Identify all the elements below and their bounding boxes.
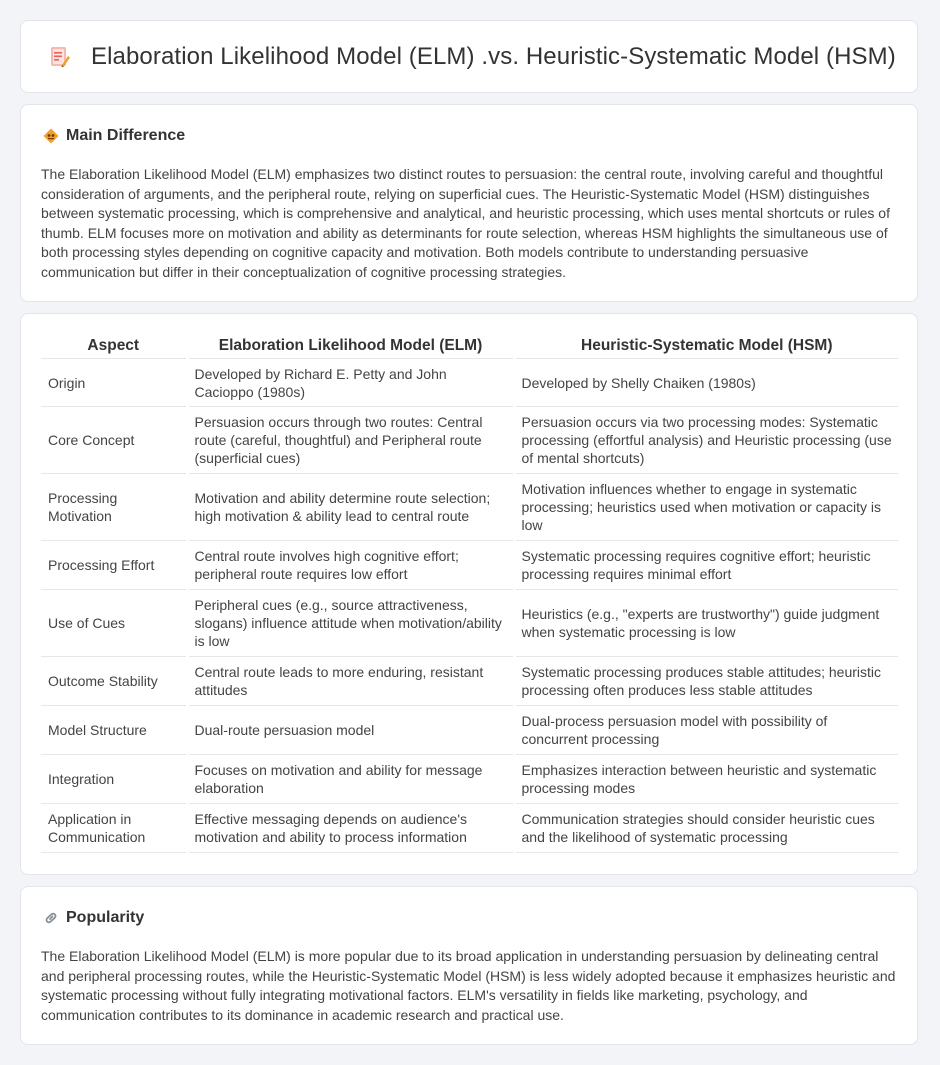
header-aspect: Aspect: [41, 336, 187, 359]
row-hsm: Developed by Shelly Chaiken (1980s): [514, 359, 898, 407]
header-elm: Elaboration Likelihood Model (ELM): [187, 336, 514, 359]
table-row: [41, 541, 898, 590]
row-hsm: Emphasizes interaction between heuristic and systematic processing modes: [514, 755, 898, 804]
main-difference-section: [20, 104, 918, 302]
table-header-row: [41, 336, 898, 359]
table-row: [41, 804, 898, 853]
table-row: [41, 657, 898, 706]
row-aspect: Integration: [41, 755, 187, 804]
row-aspect: Application in Communication: [41, 804, 187, 853]
title-card: [20, 20, 918, 93]
table-row: [41, 590, 898, 657]
row-hsm: Heuristics (e.g., "experts are trustworthy") guide judgment when systematic processing is low: [514, 590, 898, 657]
table-row: [41, 755, 898, 804]
row-aspect: Model Structure: [41, 706, 187, 755]
main-difference-heading: Main Difference: [66, 127, 186, 144]
row-elm: Persuasion occurs through two routes: Central route (careful, thoughtful) and Peripheral route (superficial cues): [187, 407, 514, 474]
row-hsm: Systematic processing produces stable attitudes; heuristic processing often produces less stable attitudes: [514, 657, 898, 706]
row-hsm: Communication strategies should consider heuristic cues and the likelihood of systematic processing: [514, 804, 898, 853]
popularity-text: The Elaboration Likelihood Model (ELM) is more popular due to its broad application in understanding persuasion by delineating central and peripheral processing routes, while the Heuristic-Systematic Model (HSM) is less widely adopted because it emphasizes heuristic and systematic processing without fully integrating motivational factors. ELM's versatility in fields like marketing, psychology, and communication contributes to its dominance in academic research and practical use.: [41, 948, 896, 1023]
row-elm: Focuses on motivation and ability for message elaboration: [187, 755, 514, 804]
comparison-table: [41, 336, 898, 853]
table-row: [41, 359, 898, 407]
header-hsm: Heuristic-Systematic Model (HSM): [514, 336, 898, 359]
row-hsm: Persuasion occurs via two processing modes: Systematic processing (effortful analysis) and Heuristic processing (use of mental shortcuts): [514, 407, 898, 474]
page-title: Elaboration Likelihood Model (ELM) .vs. Heuristic-Systematic Model (HSM): [91, 42, 896, 70]
popularity-heading: Popularity: [66, 909, 145, 926]
table-row: [41, 474, 898, 541]
row-elm: Developed by Richard E. Petty and John Cacioppo (1980s): [187, 359, 514, 407]
link-icon: [43, 910, 59, 926]
row-elm: Effective messaging depends on audience's motivation and ability to process information: [187, 804, 514, 853]
row-hsm: Dual-process persuasion model with possibility of concurrent processing: [514, 706, 898, 755]
main-difference-text: The Elaboration Likelihood Model (ELM) emphasizes two distinct routes to persuasion: the central route, involving careful and thoughtful consideration of arguments, and the peripheral route, relying on superficial cues. The Heuristic-Systematic Model (HSM) distinguishes between systematic processing, which is comprehensive and analytical, and heuristic processing, which uses mental shortcuts or rules of thumb. ELM focuses more on motivation and ability as determinants for route selection, whereas HSM highlights the simultaneous use of both processing styles depending on cognitive capacity and motivation. Both models contribute to understanding persuasive communication but differ in their conceptualization of cognitive processing strategies.: [41, 166, 890, 280]
row-elm: Central route leads to more enduring, resistant attitudes: [187, 657, 514, 706]
row-elm: Dual-route persuasion model: [187, 706, 514, 755]
row-aspect: Core Concept: [41, 407, 187, 474]
row-aspect: Processing Effort: [41, 541, 187, 590]
table-row: [41, 407, 898, 474]
note-edit-icon: [49, 44, 71, 70]
row-hsm: Systematic processing requires cognitive effort; heuristic processing requires minimal effort: [514, 541, 898, 590]
row-aspect: Use of Cues: [41, 590, 187, 657]
popularity-section: [20, 886, 918, 1045]
table-row: [41, 706, 898, 755]
row-elm: Motivation and ability determine route selection; high motivation & ability lead to central route: [187, 474, 514, 541]
row-aspect: Outcome Stability: [41, 657, 187, 706]
row-aspect: Processing Motivation: [41, 474, 187, 541]
comparison-table-section: [20, 313, 918, 875]
row-hsm: Motivation influences whether to engage in systematic processing; heuristics used when motivation or capacity is low: [514, 474, 898, 541]
row-elm: Central route involves high cognitive effort; peripheral route requires low effort: [187, 541, 514, 590]
row-aspect: Origin: [41, 359, 187, 407]
sparkle-badge-icon: [43, 128, 59, 144]
row-elm: Peripheral cues (e.g., source attractiveness, slogans) influence attitude when motivation/ability is low: [187, 590, 514, 657]
